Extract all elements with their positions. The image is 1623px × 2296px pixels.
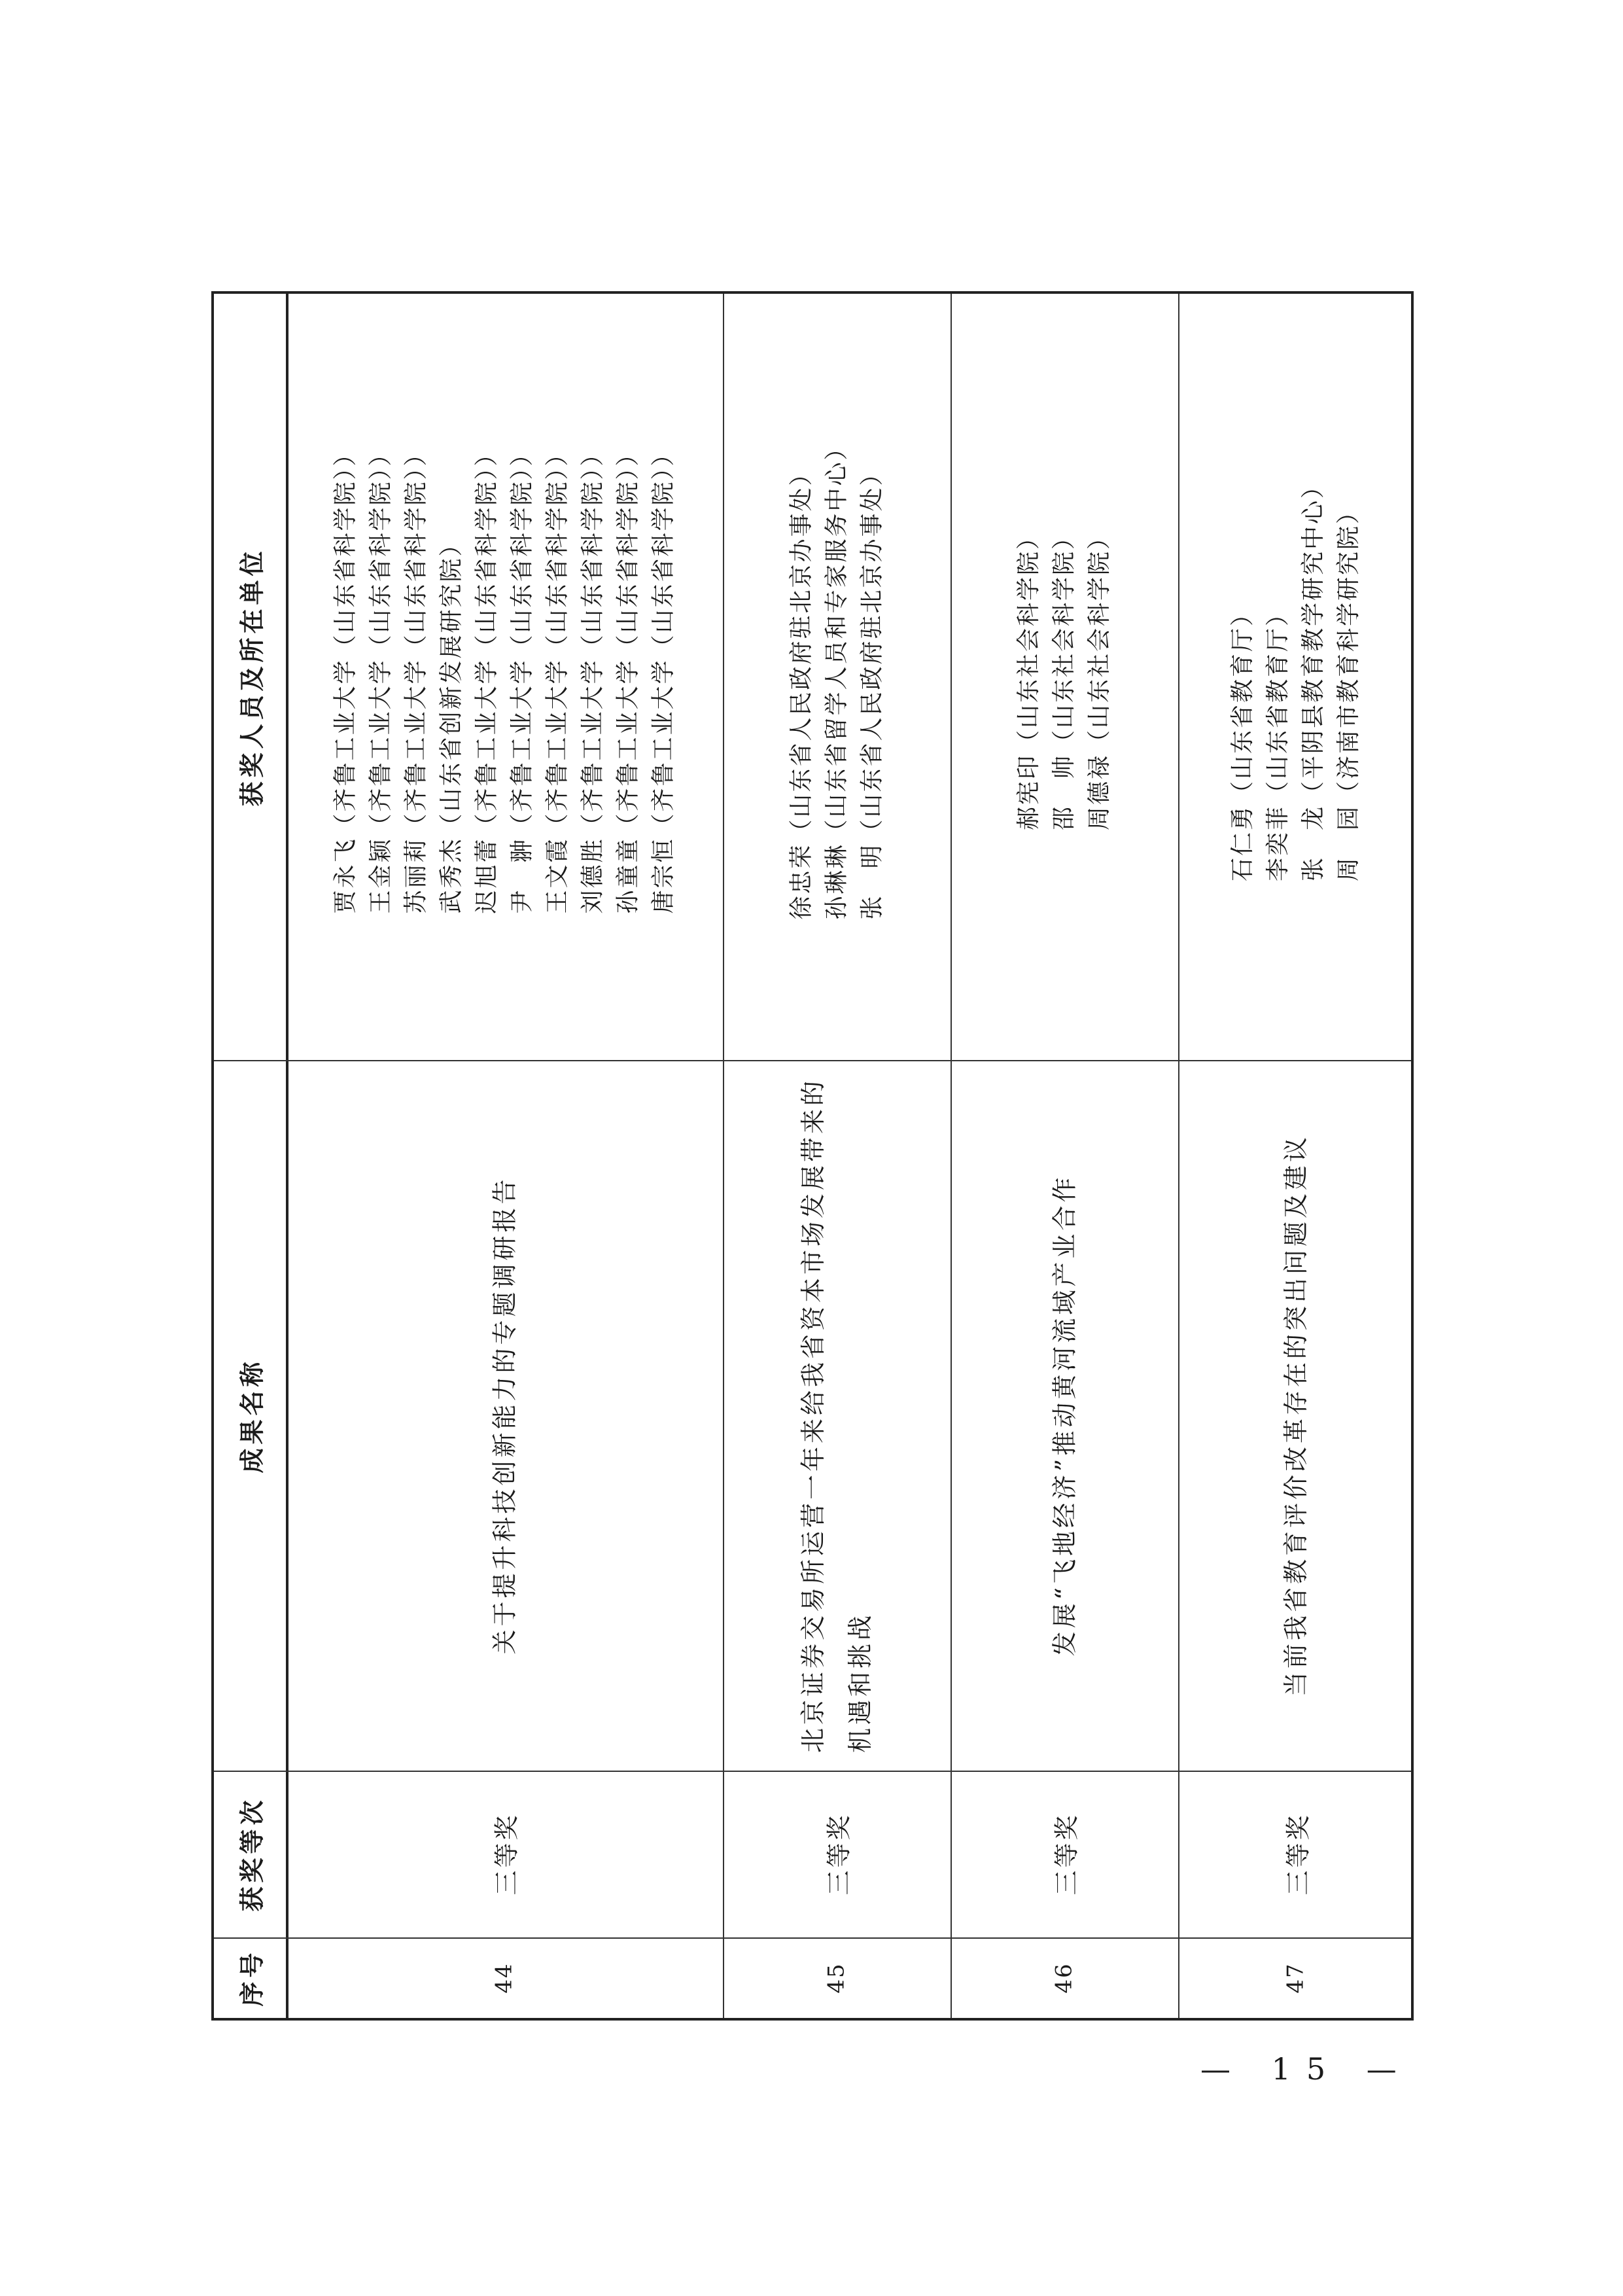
person: 周 园（济南市教育科学研究院）	[1335, 498, 1363, 881]
header-seq-cell	[214, 1937, 286, 2018]
person: 苏丽莉（齐鲁工业大学（山东省科学院））	[402, 440, 430, 914]
header-title-cell	[214, 1060, 286, 1771]
page-number: — 15 —	[1200, 2051, 1412, 2087]
header-seq: 序号	[237, 1949, 267, 2007]
person: 石仁勇（山东省教育厅）	[1229, 600, 1257, 881]
row-47-level: 三等奖	[1283, 1812, 1313, 1896]
row-47-seq: 47	[1282, 1962, 1309, 1994]
row-46-level-cell	[951, 1771, 1178, 1937]
person: 邵 帅（山东社会科学院）	[1051, 523, 1078, 830]
row-45-level-cell	[723, 1771, 951, 1937]
row-45-seq-cell	[723, 1937, 951, 2018]
row-44-people	[328, 440, 681, 913]
row-44-seq: 44	[491, 1962, 517, 1994]
person: 徐忠荣（山东省人民政府驻北京办事处）	[788, 459, 815, 920]
row-47-title-cell	[1178, 1060, 1414, 1771]
person: 武秀杰（山东省创新发展研究院）	[438, 530, 465, 914]
person: 孙琳琳（山东省留学人员和专家服务中心）	[823, 434, 850, 920]
person: 李奕菲（山东省教育厅）	[1265, 600, 1292, 881]
row-46-people	[1011, 523, 1117, 830]
person: 孙童童（齐鲁工业大学（山东省科学院））	[614, 440, 642, 914]
person: 尹 翀（齐鲁工业大学（山东省科学院））	[508, 440, 536, 914]
person: 王文霞（齐鲁工业大学（山东省科学院））	[544, 440, 571, 914]
person: 唐宗恒（齐鲁工业大学（山东省科学院））	[650, 440, 677, 914]
row-44-title-cell	[286, 1060, 723, 1771]
person: 贾永飞（齐鲁工业大学（山东省科学院））	[332, 440, 359, 914]
row-45-title-cell	[723, 1060, 951, 1771]
row-47-level-cell	[1178, 1771, 1414, 1937]
header-people-cell	[214, 294, 286, 1060]
row-47-seq-cell	[1178, 1937, 1414, 2018]
header-title: 成果名称	[237, 1357, 267, 1474]
person: 周德禄（山东社会科学院）	[1086, 523, 1113, 830]
person: 王金颖（齐鲁工业大学（山东省科学院））	[367, 440, 394, 914]
row-45-level: 三等奖	[824, 1812, 854, 1896]
row-44-level: 三等奖	[492, 1812, 521, 1896]
row-46-level: 三等奖	[1052, 1812, 1081, 1896]
row-47-people	[1225, 472, 1367, 881]
header-level-cell	[214, 1771, 286, 1937]
person: 郝宪印（山东社会科学院）	[1015, 523, 1043, 830]
row-44-seq-cell	[286, 1937, 723, 2018]
row-45-people	[784, 434, 890, 919]
row-45-people-cell	[723, 294, 951, 1060]
row-47-people-cell	[1178, 294, 1414, 1060]
row-45-title: 北京证券交易所运营一年来给我省资本市场发展带来的 机遇和挑战	[799, 1077, 875, 1754]
row-44-level-cell	[286, 1771, 723, 1937]
person: 张 龙（平阴县教育教学研究中心）	[1300, 472, 1327, 881]
row-47-title: 当前我省教育评价改革存在的突出问题及建议	[1282, 1133, 1311, 1697]
row-44-title: 关于提升科技创新能力的专题调研报告	[490, 1176, 519, 1655]
row-44-people-cell	[286, 294, 723, 1060]
row-46-title-cell	[951, 1060, 1178, 1771]
person: 张 明（山东省人民政府驻北京办事处）	[858, 459, 886, 920]
row-45-seq: 45	[823, 1962, 850, 1994]
row-46-people-cell	[951, 294, 1178, 1060]
person: 迟旭蕾（齐鲁工业大学（山东省科学院））	[473, 440, 500, 914]
awards-table	[211, 291, 1414, 2021]
row-46-seq: 46	[1051, 1962, 1077, 1994]
row-46-seq-cell	[951, 1937, 1178, 2018]
row-46-title: 发展“飞地经济”推动黄河流域产业合作	[1050, 1174, 1079, 1657]
header-people: 获奖人员及所在单位	[237, 547, 267, 807]
person: 刘德胜（齐鲁工业大学（山东省科学院））	[579, 440, 606, 914]
header-level: 获奖等次	[237, 1796, 267, 1912]
